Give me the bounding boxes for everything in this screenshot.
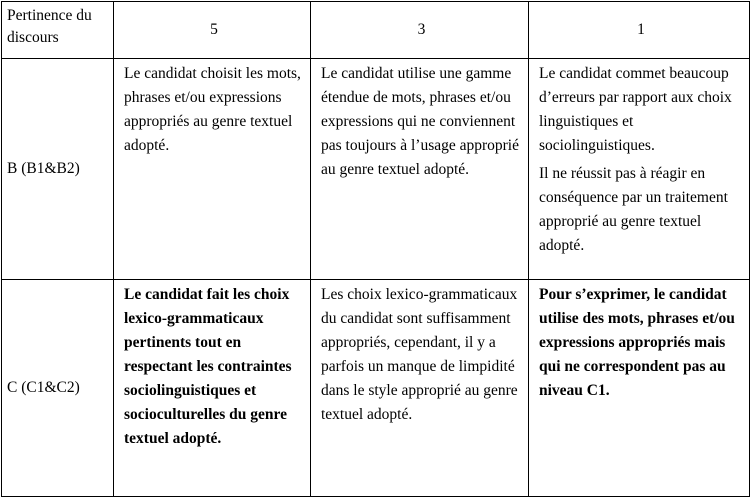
score-header-3: 3	[311, 2, 529, 59]
descriptor-text: Le candidat utilise une gamme étendue de mots, phrases et/ou expressions qui ne conviennent pas toujours à l’usage approprié au genre textuel adopté.	[321, 65, 519, 178]
descriptor-text: Pour s’exprimer, le candidat utilise des mots, phrases et/ou expressions appropriés mais qui ne correspondent pas au niveau C1.	[539, 286, 735, 399]
descriptor-cell	[529, 59, 750, 280]
score-header-5: 5	[114, 2, 311, 59]
descriptor-text: Le candidat choisit les mots, phrases et/ou expressions appropriés au genre textuel adopté.	[124, 65, 301, 154]
descriptor-text: Il ne réussit pas à réagir en conséquence par un traitement approprié au genre textuel adopté.	[539, 165, 728, 254]
descriptor-cell	[114, 280, 311, 497]
header-row	[2, 2, 750, 59]
descriptor-text: Les choix lexico-grammaticaux du candidat sont suffisamment appropriés, cependant, il y a parfois un manque de limpidité dans le style approprié au genre textuel adopté.	[321, 286, 518, 423]
rubric-table	[1, 1, 750, 497]
descriptor-text: Le candidat commet beaucoup d’erreurs par rapport aux choix linguistiques et sociolinguistiques.	[539, 65, 732, 154]
descriptor-cell	[529, 280, 750, 497]
descriptor-cell	[311, 280, 529, 497]
descriptor-cell	[311, 59, 529, 280]
level-label: C (C1&C2)	[2, 280, 114, 497]
descriptor-cell	[114, 59, 311, 280]
score-header-1: 1	[529, 2, 750, 59]
descriptor-text: Le candidat fait les choix lexico-grammaticaux pertinents tout en respectant les contraintes sociolinguistiques et socioculturelles du genre textuel adopté.	[124, 286, 292, 447]
level-label: B (B1&B2)	[2, 59, 114, 280]
criterion-label: Pertinence du discours	[2, 2, 114, 59]
table-row	[2, 59, 750, 280]
table-row	[2, 280, 750, 497]
